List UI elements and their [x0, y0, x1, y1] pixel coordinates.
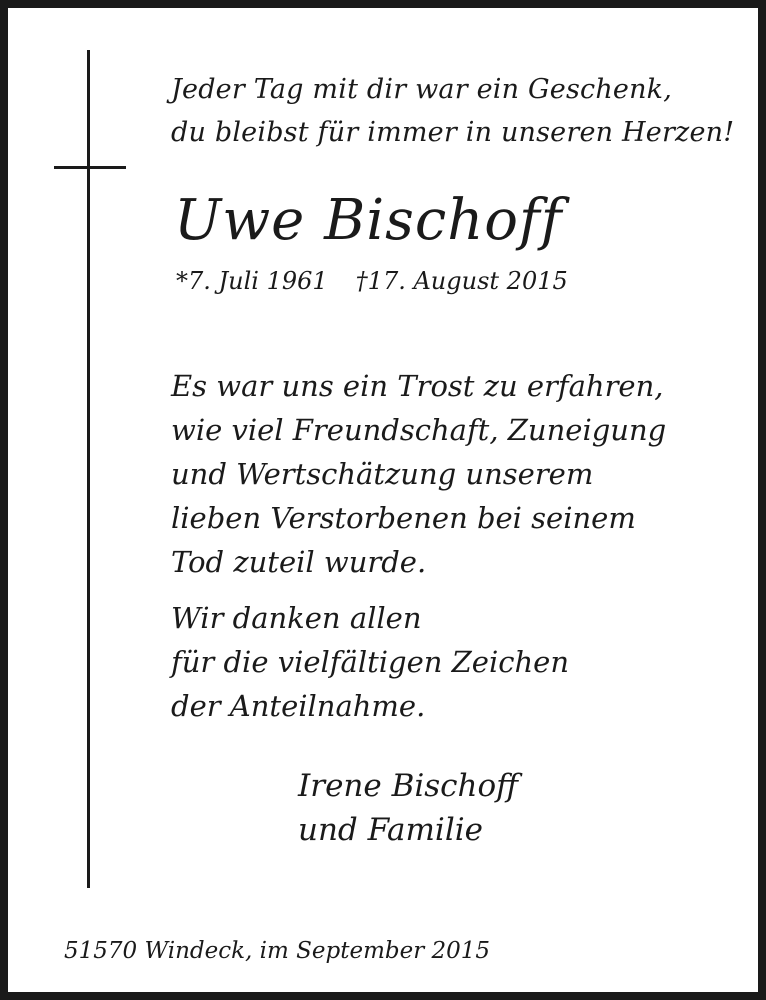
gratitude-line: für die vielfältigen Zeichen — [171, 645, 569, 679]
deceased-name: Uwe Bischoff — [174, 188, 563, 253]
thanks-line: Tod zuteil wurde. — [171, 545, 427, 579]
place-and-date: 51570 Windeck, im September 2015 — [64, 938, 491, 964]
life-dates — [176, 266, 568, 296]
gratitude-line: Wir danken allen — [171, 601, 422, 635]
motto-line: Jeder Tag mit dir war ein Geschenk, — [171, 74, 673, 105]
signature-line: und Familie — [298, 812, 484, 848]
thanks-line: lieben Verstorbenen bei seinem — [171, 501, 636, 535]
signature-line: Irene Bischoff — [298, 768, 519, 804]
motto-line: du bleibst für immer in unseren Herzen! — [171, 117, 735, 148]
thanks-line: und Wertschätzung unserem — [171, 457, 594, 491]
death-date: †17. August 2015 — [355, 267, 568, 295]
thanks-line: Es war uns ein Trost zu erfahren, — [171, 369, 664, 403]
gratitude-paragraph — [171, 596, 569, 728]
cross-icon-horizontal-bar — [54, 166, 126, 169]
birth-date: *7. Juli 1961 — [176, 267, 328, 295]
thanks-paragraph — [171, 364, 666, 584]
cross-icon-vertical-bar — [87, 50, 90, 888]
gratitude-line: der Anteilnahme. — [171, 689, 426, 723]
motto — [171, 68, 734, 154]
signature — [298, 764, 518, 852]
thanks-line: wie viel Freundschaft, Zuneigung — [171, 413, 667, 447]
